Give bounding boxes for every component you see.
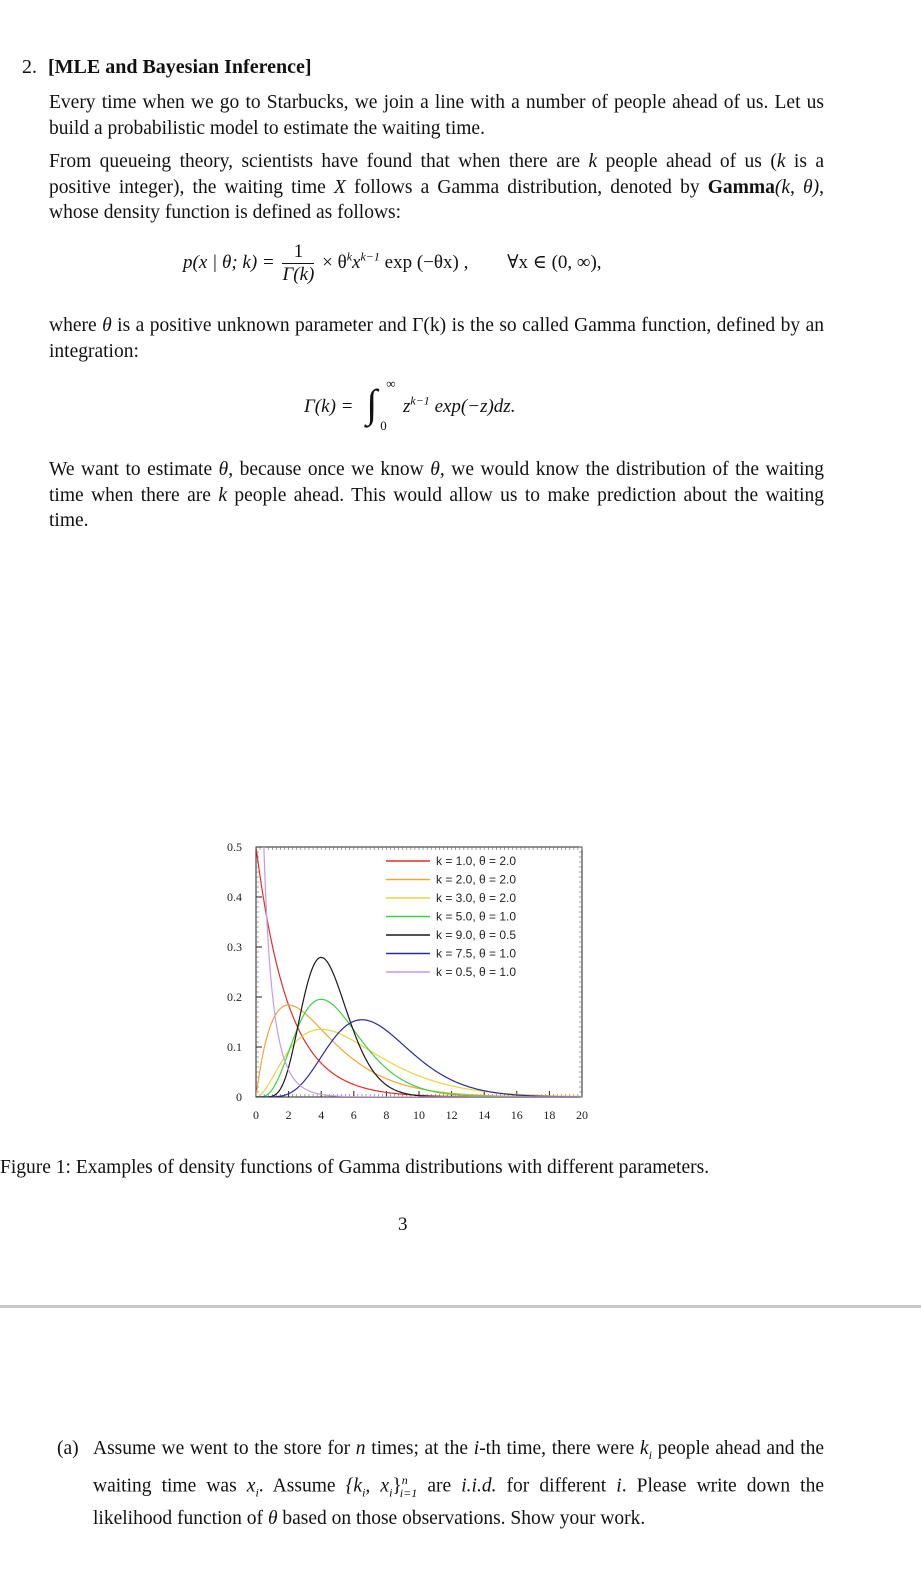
series-line-2 [256, 1005, 582, 1097]
legend-label-5: k = 9.0, θ = 0.5 [436, 928, 517, 942]
x-tick-label: 16 [510, 1108, 523, 1122]
y-tick-label: 0.1 [227, 1040, 242, 1054]
figure-caption: Figure 1: Examples of density functions of Gamma distributions with different parameters. [0, 1157, 710, 1178]
x-tick-label: 6 [350, 1108, 357, 1122]
paragraph-queueing: From queueing theory, scientists have found that when there are k people ahead of us (k is a positive integer), the waiting time X follows a Gamma distribution, denoted by Gamma(k, θ), whose density function is defined as follows: [49, 151, 824, 223]
section-title: [MLE and Bayesian Inference] [48, 56, 312, 78]
x-tick-label: 2 [285, 1108, 292, 1122]
y-tick-label: 0.5 [227, 840, 242, 854]
density-fraction: $\frac{1}{\Gamma(k)}$ [282, 241, 315, 285]
gamma-function-equation: Γ(k) = ∫ ∞ 0 $z^{k-1}$ exp(−z)dz. [304, 376, 516, 433]
x-tick-label: 18 [543, 1108, 556, 1122]
x-tick-label: 14 [478, 1108, 491, 1122]
legend-label-4: k = 5.0, θ = 1.0 [436, 909, 517, 924]
x-tick-label: 20 [576, 1108, 588, 1122]
x-tick-label: 8 [383, 1108, 390, 1122]
question-a [57, 1436, 824, 1532]
series-line-6 [256, 1020, 582, 1097]
section-heading [22, 56, 312, 79]
paragraph-gamma-function: where θ is a positive unknown parameter and Γ(k) is the so called Gamma function, defined by an integration: [49, 315, 824, 362]
x-tick-label: 4 [318, 1108, 325, 1122]
x-tick-label: 10 [413, 1108, 425, 1122]
legend-label-7: k = 0.5, θ = 1.0 [436, 965, 517, 979]
legend-label-2: k = 2.0, θ = 2.0 [436, 872, 517, 887]
page-number: 3 [398, 1214, 408, 1235]
legend-label-3: k = 3.0, θ = 2.0 [436, 891, 517, 905]
section-number: 2. [22, 56, 37, 78]
chart-svg [210, 835, 610, 1135]
paragraph-estimate: We want to estimate θ, because once we know θ, we would know the distribution of the waiting time when there are k people ahead. This would allow us to make prediction about the waiting time. [49, 459, 825, 531]
y-tick-label: 0.3 [227, 940, 242, 954]
y-tick-label: 0.2 [227, 990, 242, 1004]
x-tick-label: 0 [253, 1108, 259, 1122]
series-line-3 [256, 1029, 582, 1097]
y-tick-label: 0 [236, 1090, 242, 1104]
y-tick-label: 0.4 [227, 890, 242, 904]
legend-label-1: k = 1.0, θ = 2.0 [436, 854, 517, 868]
x-tick-label: 12 [445, 1108, 458, 1122]
gamma-density-chart [210, 835, 610, 1135]
paragraph-intro: Every time when we go to Starbucks, we join a line with a number of people ahead of us. Let us build a probabilistic model to estimate the waiting time. [49, 92, 824, 139]
question-a-label: (a) [57, 1438, 79, 1459]
series-line-7 [256, 835, 582, 1097]
question-a-text: Assume we went to the store for n times; at the i-th time, there were $k_i$ people ahead and the waiting time was $x_i$. Assume {$k_i$, $x_i\}^n_{i=1}$ are i.i.d. for different i. Please write down the likelihood function of θ based on those observations. Show your work. [93, 1438, 825, 1530]
legend-label-6: k = 7.5, θ = 1.0 [436, 946, 517, 961]
page-divider [0, 1305, 921, 1308]
density-equation: p(x | θ; k) = $\frac{1}{\Gamma(k)}$ × $\theta^kx^{k-1}$ exp (−θx) , ∀x ∈ (0, ∞), [183, 241, 602, 285]
